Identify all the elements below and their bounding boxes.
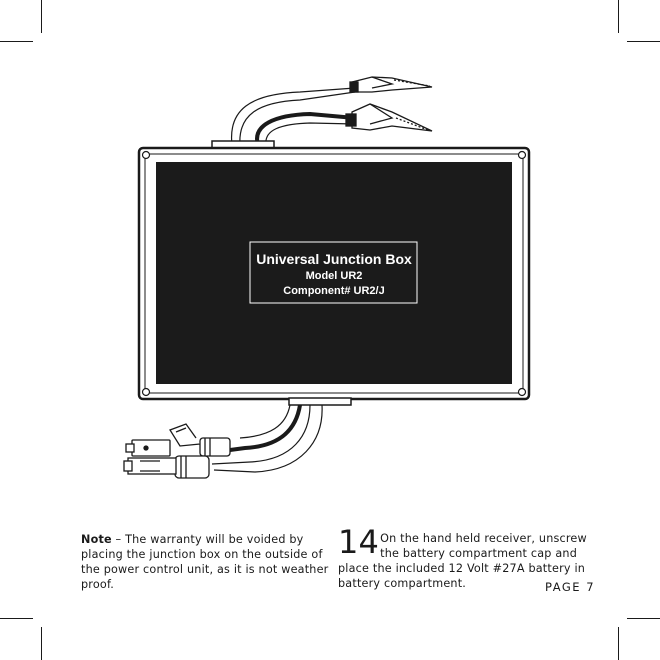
bottom-connector-tab bbox=[289, 398, 351, 405]
note-text: – The warranty will be voided by placing the junction box on the outside of the power control unit, as it is not weather proof. bbox=[81, 533, 329, 591]
spade-connector-lower bbox=[124, 456, 209, 478]
device-label-model: Model UR2 bbox=[305, 270, 363, 282]
device-label-panel bbox=[250, 242, 417, 303]
alligator-clip-top bbox=[350, 77, 432, 92]
page-number: PAGE 7 bbox=[545, 580, 596, 594]
device-label-title: Universal Junction Box bbox=[256, 251, 412, 267]
step-number: 14 bbox=[338, 523, 380, 561]
spade-connector-upper bbox=[126, 424, 230, 456]
crop-mark-bottom-left-v bbox=[41, 627, 42, 660]
note-lead: Note bbox=[81, 533, 112, 546]
warranty-note bbox=[81, 532, 331, 592]
crop-mark-bottom-left-h bbox=[0, 618, 33, 619]
device-label-component: Component# UR2/J bbox=[283, 285, 385, 297]
crop-mark-bottom-right-v bbox=[618, 627, 619, 660]
top-cable-loop bbox=[232, 88, 355, 145]
step-text-line2: the battery compartment cap and bbox=[380, 547, 577, 560]
crop-mark-bottom-right-h bbox=[627, 618, 660, 619]
alligator-clip-lower bbox=[346, 104, 432, 131]
step-text-rest: place the included 12 Volt #27A battery in battery compartment. bbox=[338, 562, 586, 590]
step-text-line1: On the hand held receiver, unscrew bbox=[380, 532, 587, 545]
